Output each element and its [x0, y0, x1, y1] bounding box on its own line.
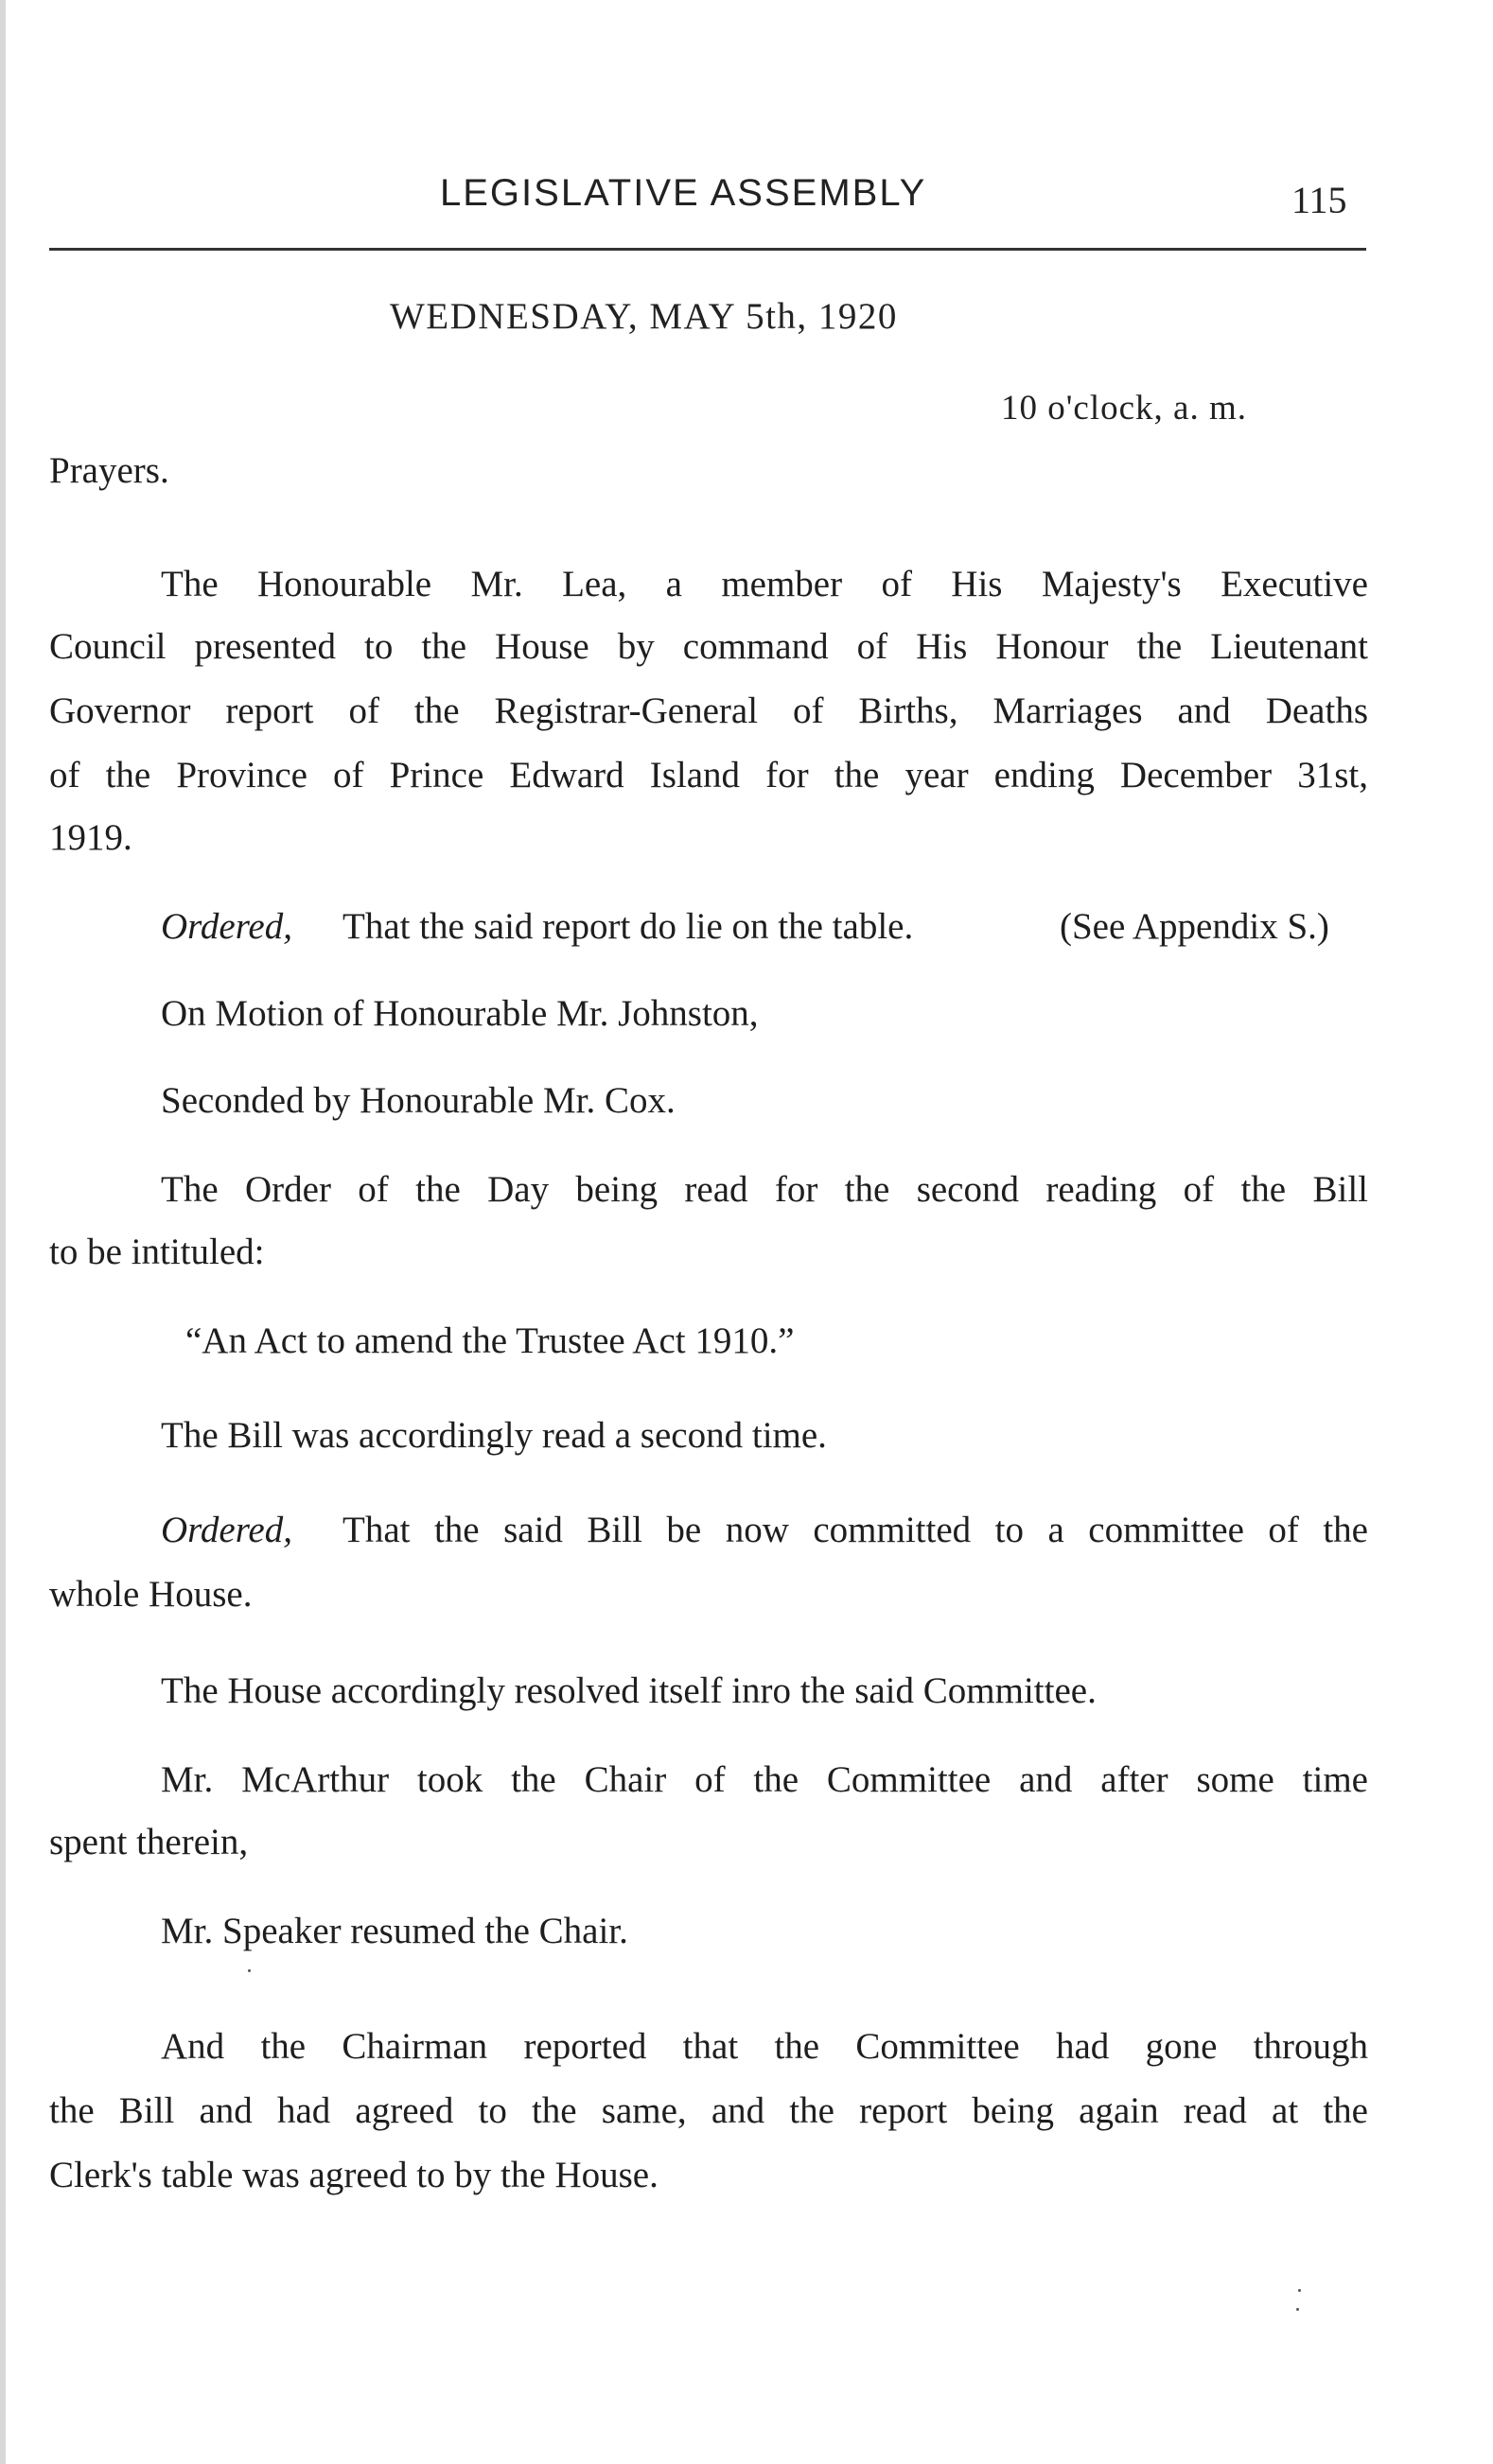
motion-line: On Motion of Honourable Mr. Johnston,: [161, 993, 759, 1034]
speck-mark: [1296, 2308, 1299, 2311]
page-edge-shadow: [0, 0, 6, 2464]
seconded-line: Seconded by Honourable Mr. Cox.: [161, 1080, 676, 1121]
chair-line-2: spent therein,: [49, 1822, 249, 1862]
act-title: “An Act to amend the Trustee Act 1910.”: [185, 1320, 795, 1361]
second-reading-line: The Bill was accordingly read a second time.: [161, 1415, 827, 1456]
chair-line-1: Mr. McArthur took the Chair of the Committee and after some time: [161, 1759, 1368, 1800]
header-rule: [49, 248, 1366, 251]
final-paragraph-line-3: Clerk's table was agreed to by the House.: [49, 2155, 659, 2195]
prayers-line: Prayers.: [49, 450, 169, 491]
speaker-line: Mr. Speaker resumed the Chair.: [161, 1911, 628, 1951]
appendix-reference: (See Appendix S.): [1060, 906, 1329, 947]
running-header-title: LEGISLATIVE ASSEMBLY: [440, 172, 927, 214]
ordered-report-label: Ordered,: [161, 906, 292, 947]
page-number: 115: [1291, 179, 1347, 221]
ordered-report-text: That the said report do lie on the table.: [343, 906, 914, 947]
sitting-time: 10 o'clock, a. m.: [1001, 389, 1247, 428]
order-of-day-line-1: The Order of the Day being read for the second reading of the Bill: [161, 1169, 1368, 1210]
paragraph-1-line-3: Governor report of the Registrar-General of Births, Marriages and Deaths: [49, 690, 1368, 731]
speck-mark: [1298, 2289, 1301, 2292]
speck-mark: [248, 1969, 251, 1972]
sitting-date: WEDNESDAY, MAY 5th, 1920: [390, 296, 898, 337]
order-of-day-line-2: to be intituled:: [49, 1232, 265, 1272]
paragraph-1-line-5: 1919.: [49, 817, 132, 858]
resolved-line: The House accordingly resolved itself inro the said Committee.: [161, 1670, 1097, 1711]
paragraph-1-line-4: of the Province of Prince Edward Island for the year ending December 31st,: [49, 755, 1368, 795]
final-paragraph-line-1: And the Chairman reported that the Committee had gone through: [161, 2026, 1368, 2067]
final-paragraph-line-2: the Bill and had agreed to the same, and the report being again read at the: [49, 2090, 1368, 2131]
ordered-committed-line-2: whole House.: [49, 1574, 253, 1615]
paragraph-1-line-1: The Honourable Mr. Lea, a member of His Majesty's Executive: [161, 564, 1368, 604]
paragraph-1-line-2: Council presented to the House by command of His Honour the Lieutenant: [49, 626, 1368, 667]
ordered-committed-text: That the said Bill be now committed to a committee of the: [343, 1510, 1368, 1550]
ordered-committed-label: Ordered,: [161, 1510, 292, 1550]
